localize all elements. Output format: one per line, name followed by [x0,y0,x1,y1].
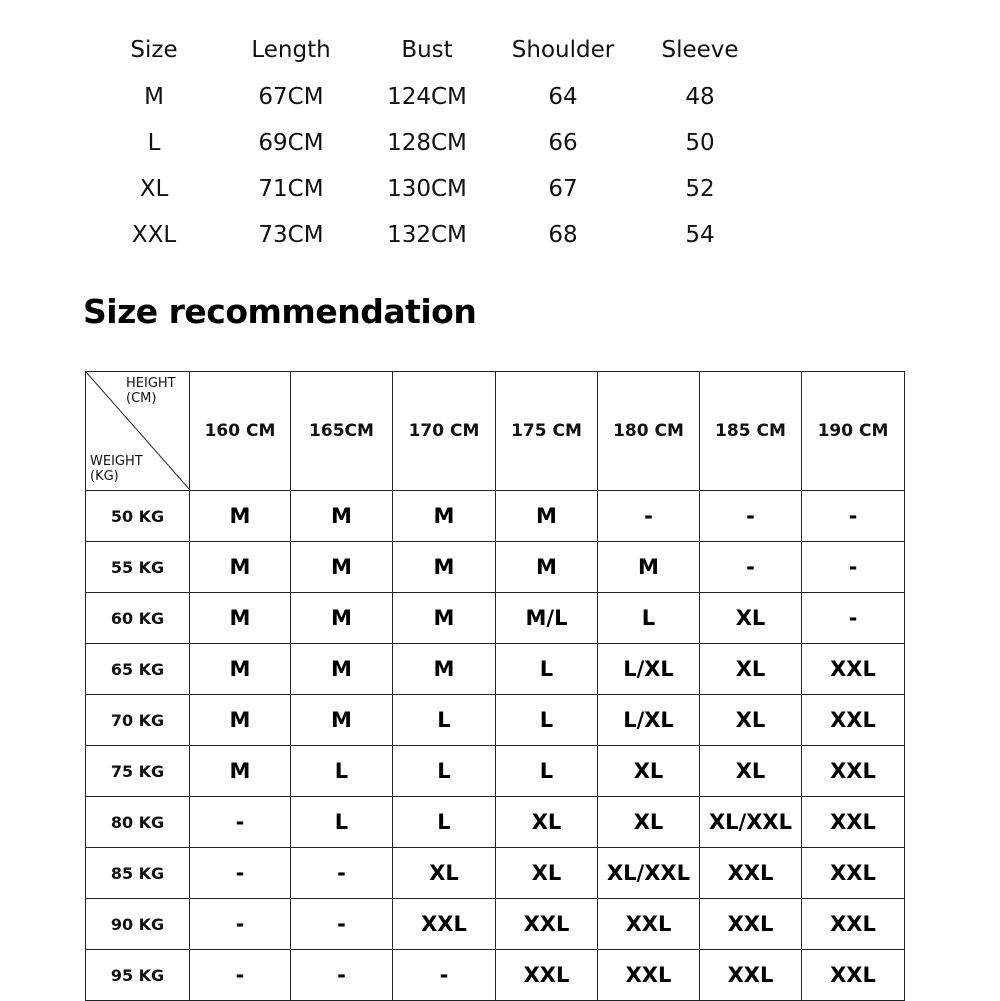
size-cell: - [291,950,393,1001]
size-cell: XL/XXL [598,848,700,899]
size-cell: L [393,695,496,746]
size-cell: - [291,848,393,899]
size-cell: M [496,491,598,542]
table-row [86,644,905,695]
size-chart-cell: 50 [685,130,715,156]
size-chart-header-cell: Size [130,37,178,63]
height-header: 180 CM [598,372,700,491]
table-row [86,950,905,1001]
size-cell: XXL [700,848,802,899]
size-cell: XL [598,797,700,848]
size-cell: XL [700,746,802,797]
size-chart-cell: 67CM [258,84,324,110]
weight-label: 80 KG [86,797,190,848]
height-header: 190 CM [802,372,905,491]
size-cell: XXL [496,899,598,950]
size-cell: M [291,593,393,644]
size-cell: - [393,950,496,1001]
size-cell: XXL [802,644,905,695]
table-row [86,542,905,593]
weight-label: 75 KG [86,746,190,797]
weight-label: 70 KG [86,695,190,746]
size-cell: XXL [802,695,905,746]
recommendation-body [86,491,905,1001]
size-chart-cell: 69CM [258,130,324,156]
weight-label: 90 KG [86,899,190,950]
size-cell: M [393,593,496,644]
size-chart-cell: 73CM [258,222,324,248]
size-chart-cell: 52 [685,176,715,202]
size-cell: L [393,746,496,797]
size-chart-cell: 132CM [387,222,467,248]
height-header: 170 CM [393,372,496,491]
size-chart-cell: 128CM [387,130,467,156]
size-chart-header [0,30,1000,70]
size-cell: XXL [802,950,905,1001]
height-header: 160 CM [190,372,291,491]
size-cell: M [291,644,393,695]
size-cell: M [190,644,291,695]
size-cell: XXL [496,950,598,1001]
size-cell: - [190,950,291,1001]
size-cell: L [496,746,598,797]
weight-label: 95 KG [86,950,190,1001]
table-row [86,593,905,644]
size-chart-cell: L [147,130,161,156]
size-cell: L/XL [598,644,700,695]
size-chart-header-cell: Sleeve [661,37,739,63]
weight-axis-label-text: WEIGHT (KG) [90,454,143,484]
size-chart-row [0,215,1000,255]
size-chart-row [0,123,1000,163]
size-cell: XL [700,593,802,644]
size-cell: L [393,797,496,848]
size-cell: - [190,848,291,899]
size-cell: M [190,746,291,797]
size-cell: L [291,746,393,797]
weight-label: 50 KG [86,491,190,542]
size-cell: XXL [598,899,700,950]
size-cell: XXL [802,797,905,848]
height-header: 165CM [291,372,393,491]
size-cell: - [598,491,700,542]
size-cell: L [496,644,598,695]
table-row [86,899,905,950]
size-cell: - [802,491,905,542]
size-chart-cell: 71CM [258,176,324,202]
size-cell: XXL [802,848,905,899]
size-cell: M [190,695,291,746]
size-chart-cell: 66 [548,130,578,156]
size-chart-cell: XXL [131,222,177,248]
size-cell: - [802,542,905,593]
size-cell: XL [700,644,802,695]
size-cell: XL [393,848,496,899]
table-row [86,695,905,746]
size-cell: M [291,695,393,746]
size-cell: L [496,695,598,746]
size-chart-cell: 48 [685,84,715,110]
height-header-row [86,372,905,491]
size-cell: M [393,644,496,695]
size-chart-header-cell: Shoulder [511,37,615,63]
size-cell: XXL [700,950,802,1001]
size-cell: XL [598,746,700,797]
size-chart-header-cell: Bust [401,37,453,63]
size-cell: - [291,899,393,950]
size-cell: XXL [802,746,905,797]
size-recommendation-table [85,371,905,1001]
size-cell: M [393,491,496,542]
size-cell: M [598,542,700,593]
size-cell: M [291,491,393,542]
size-cell: M/L [496,593,598,644]
size-cell: - [190,899,291,950]
weight-label: 85 KG [86,848,190,899]
table-row [86,848,905,899]
height-header: 185 CM [700,372,802,491]
size-chart-cell: M [144,84,164,110]
size-cell: XL [700,695,802,746]
size-cell: M [190,542,291,593]
size-cell: - [190,797,291,848]
weight-axis-label [90,454,160,484]
size-cell: XXL [393,899,496,950]
size-chart-cell: 68 [548,222,578,248]
size-chart-row [0,77,1000,117]
size-cell: L [291,797,393,848]
size-cell: XXL [700,899,802,950]
height-axis-label [126,376,186,406]
size-cell: XXL [598,950,700,1001]
size-cell: M [190,491,291,542]
size-chart-cell: 130CM [387,176,467,202]
height-axis-label-text: HEIGHT (CM) [126,376,176,406]
size-cell: L/XL [598,695,700,746]
size-chart-header-cell: Length [251,37,331,63]
table-row [86,797,905,848]
size-cell: XL [496,848,598,899]
size-cell: - [700,542,802,593]
weight-label: 60 KG [86,593,190,644]
table-row [86,746,905,797]
size-cell: M [393,542,496,593]
size-cell: XXL [802,899,905,950]
size-cell: L [598,593,700,644]
table-row [86,491,905,542]
size-chart-cell: 54 [685,222,715,248]
size-chart-cell: 67 [548,176,578,202]
size-recommendation-title: Size recommendation [83,292,477,331]
corner-cell [86,372,190,491]
size-chart-cell: 64 [548,84,578,110]
size-chart-row [0,169,1000,209]
size-cell: - [700,491,802,542]
size-cell: - [802,593,905,644]
size-cell: XL/XXL [700,797,802,848]
size-cell: M [496,542,598,593]
size-chart-cell: XL [139,176,169,202]
weight-label: 55 KG [86,542,190,593]
size-cell: M [291,542,393,593]
size-chart-cell: 124CM [387,84,467,110]
weight-label: 65 KG [86,644,190,695]
height-header: 175 CM [496,372,598,491]
size-cell: M [190,593,291,644]
size-cell: XL [496,797,598,848]
